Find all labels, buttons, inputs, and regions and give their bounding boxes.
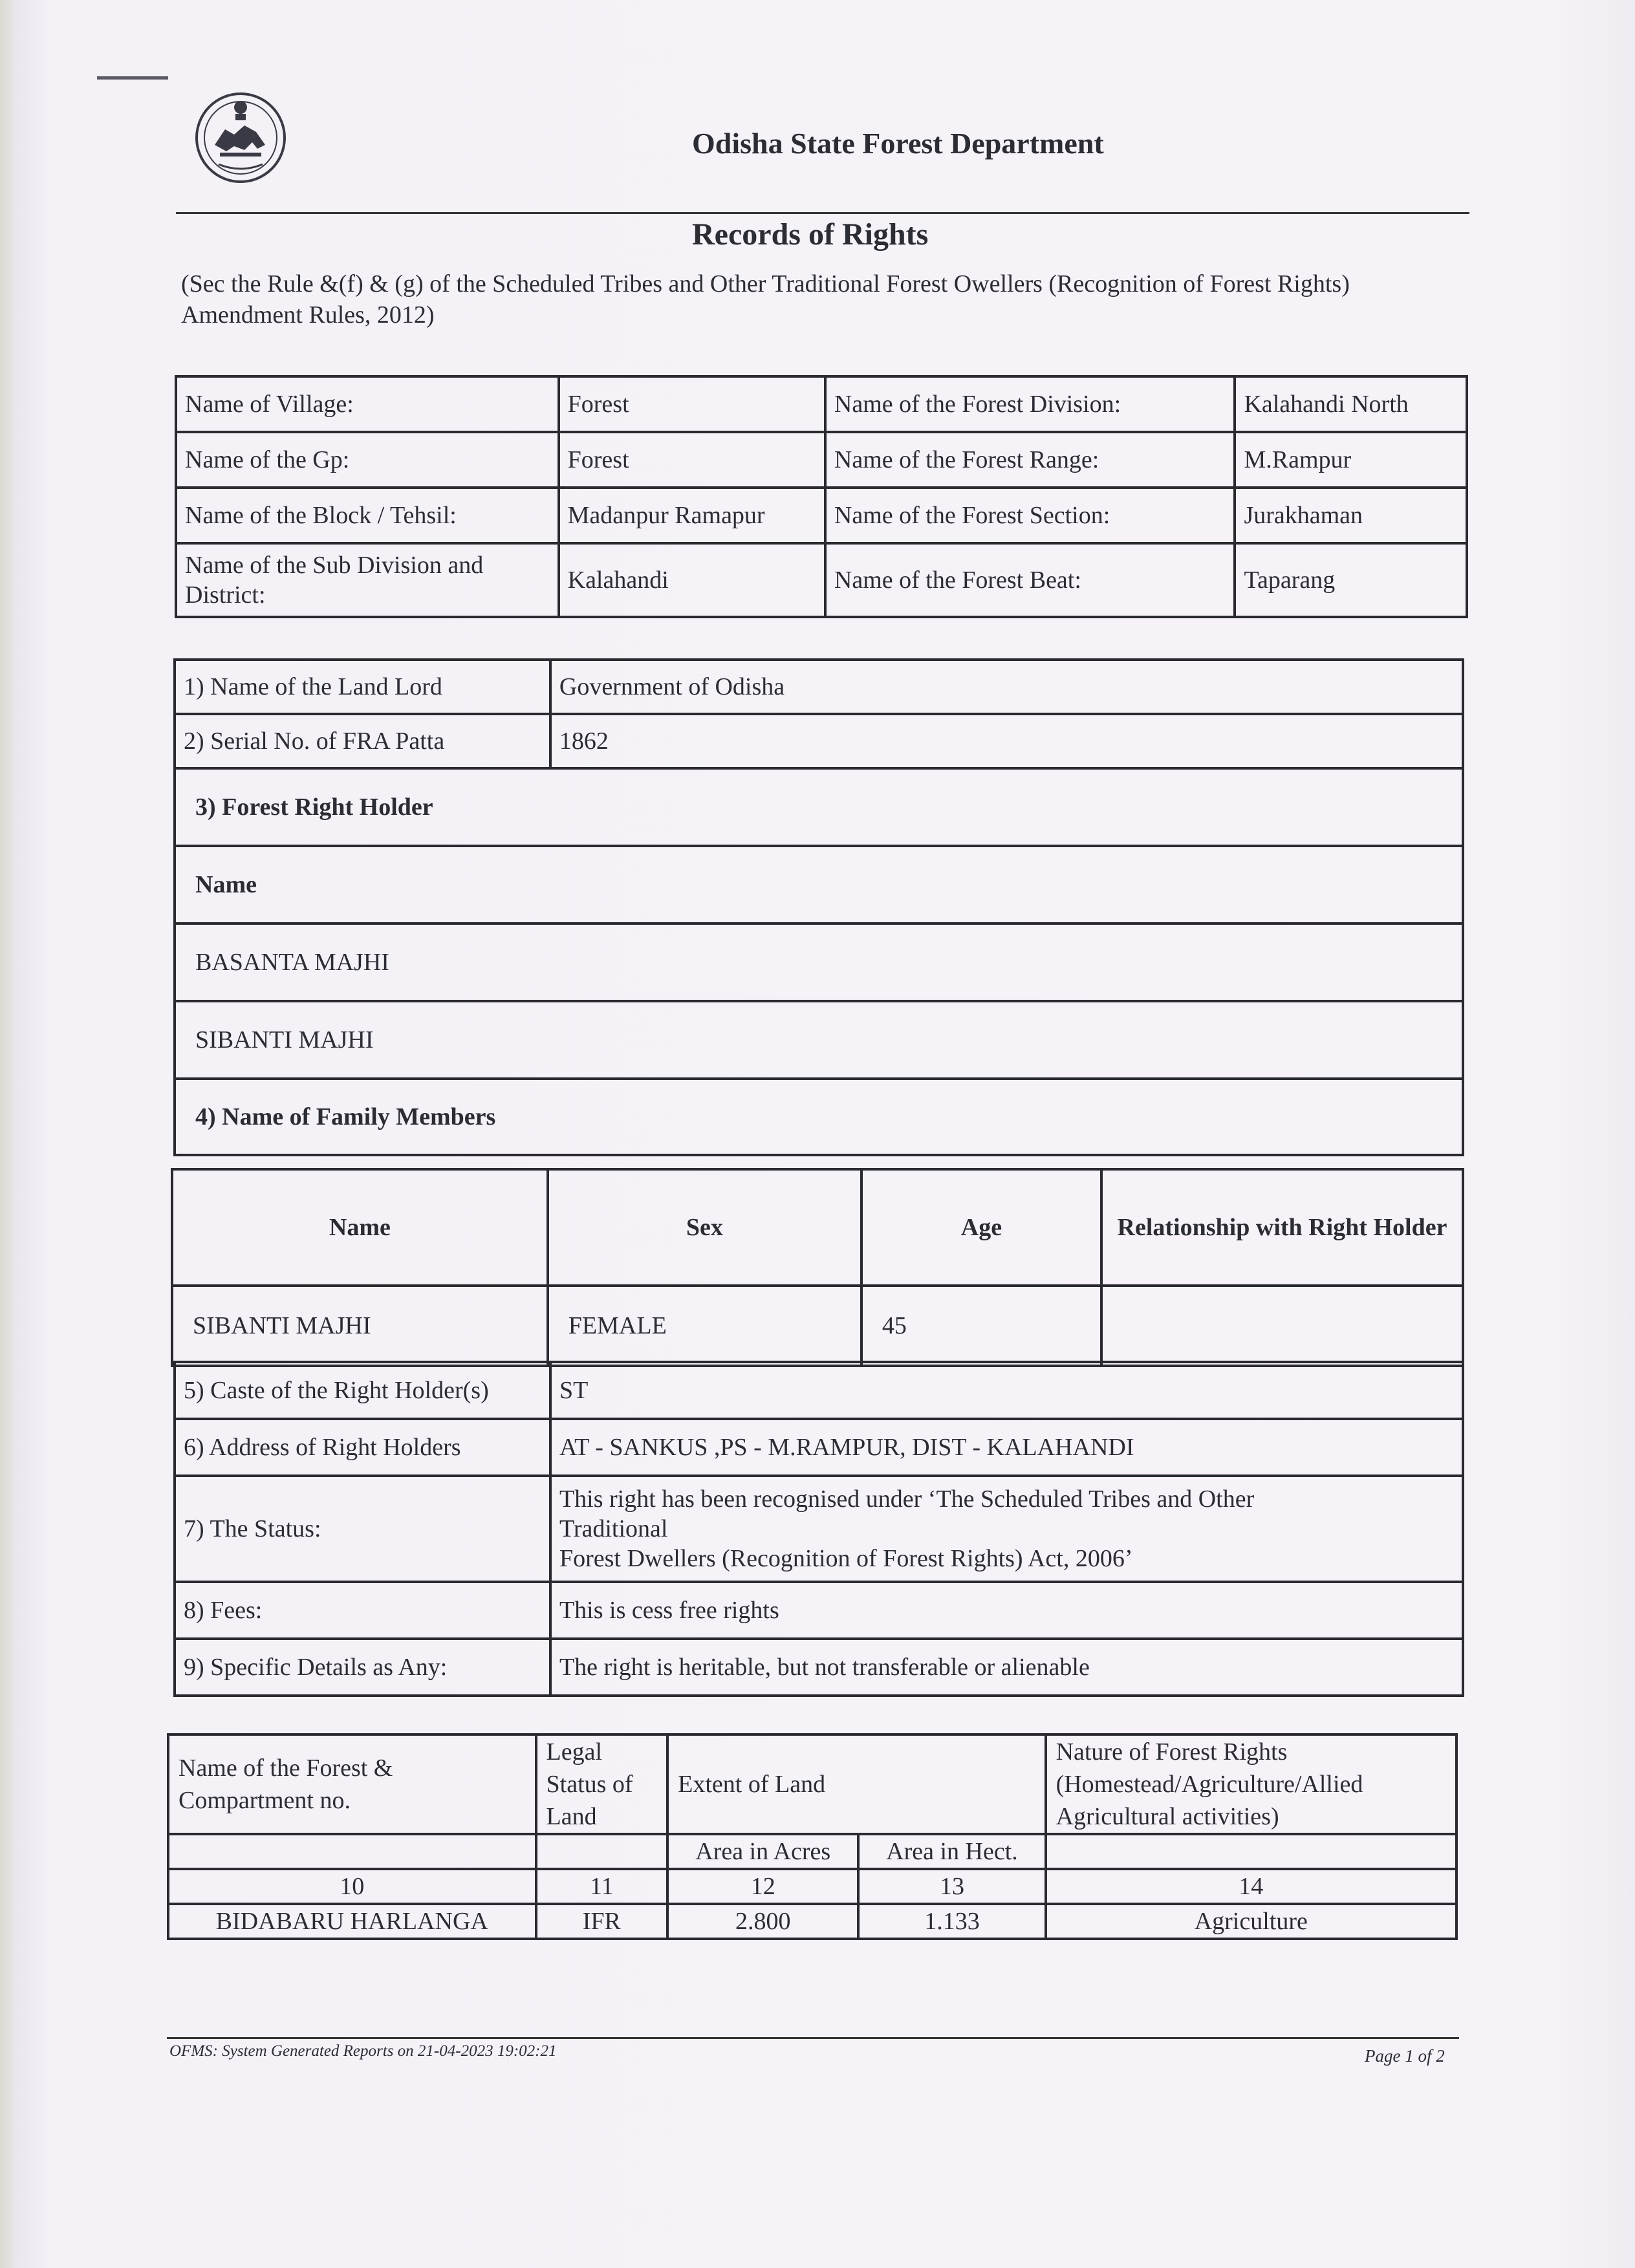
table-row xyxy=(168,1869,1456,1904)
area-hect: 1.133 xyxy=(858,1904,1045,1939)
table-row xyxy=(175,1582,1463,1639)
label-forest-beat: Name of the Forest Beat: xyxy=(825,543,1235,617)
table-row xyxy=(176,432,1467,488)
column-header-extent: Extent of Land xyxy=(667,1734,1045,1834)
label-land-lord: 1) Name of the Land Lord xyxy=(175,660,550,714)
header-divider xyxy=(176,212,1469,214)
label-village: Name of Village: xyxy=(176,376,559,432)
table-row xyxy=(172,1286,1463,1366)
value-patta-serial: 1862 xyxy=(550,714,1463,768)
value-land-lord: Government of Odisha xyxy=(550,660,1463,714)
footer-generated-text: OFMS: System Generated Reports on 21-04-2023 19:02:21 xyxy=(169,2042,557,2060)
table-row xyxy=(175,923,1463,1001)
table-row xyxy=(175,846,1463,923)
column-header-nature: Nature of Forest Rights (Homestead/Agriculture/Allied Agricultural activities) xyxy=(1046,1734,1456,1834)
table-row xyxy=(175,768,1463,846)
label-forest-range: Name of the Forest Range: xyxy=(825,432,1235,488)
label-status: 7) The Status: xyxy=(175,1476,550,1582)
value-caste: ST xyxy=(550,1362,1463,1419)
table-header-row xyxy=(168,1734,1456,1834)
column-header-relationship: Relationship with Right Holder xyxy=(1101,1169,1463,1286)
column-header-sex: Sex xyxy=(548,1169,861,1286)
column-header-age: Age xyxy=(861,1169,1101,1286)
label-caste: 5) Caste of the Right Holder(s) xyxy=(175,1362,550,1419)
status-line: Traditional xyxy=(559,1515,668,1542)
status-line: This right has been recognised under ‘The Scheduled Tribes and Other xyxy=(559,1485,1255,1513)
value-block-tehsil: Madanpur Ramapur xyxy=(559,488,825,543)
value-forest-division: Kalahandi North xyxy=(1235,376,1467,432)
department-title: Odisha State Forest Department xyxy=(692,127,1104,160)
table-row xyxy=(175,1362,1463,1419)
odisha-emblem-logo xyxy=(193,83,288,193)
area-acres: 2.800 xyxy=(667,1904,858,1939)
details-table xyxy=(173,1361,1464,1697)
forest-compartment: BIDABARU HARLANGA xyxy=(168,1904,536,1939)
value-address: AT - SANKUS ,PS - M.RAMPUR, DIST - KALAHANDI xyxy=(550,1419,1463,1476)
label-forest-division: Name of the Forest Division: xyxy=(825,376,1235,432)
footer-divider xyxy=(167,2037,1459,2039)
value-fees: This is cess free rights xyxy=(550,1582,1463,1639)
member-relationship xyxy=(1101,1286,1463,1366)
value-forest-beat: Taparang xyxy=(1235,543,1467,617)
footer-page-number: Page 1 of 2 xyxy=(1365,2046,1445,2066)
table-row xyxy=(175,1476,1463,1582)
holder-name: BASANTA MAJHI xyxy=(175,923,1463,1001)
column-header-forest-compartment: Name of the Forest & Compartment no. xyxy=(168,1734,536,1834)
table-row xyxy=(175,660,1463,714)
value-forest-section: Jurakhaman xyxy=(1235,488,1467,543)
nature-of-rights: Agriculture xyxy=(1046,1904,1456,1939)
label-forest-section: Name of the Forest Section: xyxy=(825,488,1235,543)
table-row xyxy=(176,488,1467,543)
empty-cell xyxy=(1046,1834,1456,1869)
label-patta-serial: 2) Serial No. of FRA Patta xyxy=(175,714,550,768)
member-name: SIBANTI MAJHI xyxy=(172,1286,548,1366)
label-specific-details: 9) Specific Details as Any: xyxy=(175,1639,550,1696)
status-line: Forest Dwellers (Recognition of Forest Rights) Act, 2006’ xyxy=(559,1545,1133,1572)
column-header-name: Name xyxy=(172,1169,548,1286)
table-row xyxy=(175,1079,1463,1155)
label-block-tehsil: Name of the Block / Tehsil: xyxy=(176,488,559,543)
column-header-legal-status: Legal Status of Land xyxy=(536,1734,668,1834)
column-header-area-hect: Area in Hect. xyxy=(858,1834,1045,1869)
table-row xyxy=(175,1001,1463,1079)
document-title: Records of Rights xyxy=(692,217,929,252)
member-age: 45 xyxy=(861,1286,1101,1366)
family-members-table xyxy=(171,1168,1464,1367)
member-sex: FEMALE xyxy=(548,1286,861,1366)
land-table xyxy=(167,1733,1458,1940)
empty-cell xyxy=(168,1834,536,1869)
column-number: 12 xyxy=(667,1869,858,1904)
column-header-area-acres: Area in Acres xyxy=(667,1834,858,1869)
legal-status: IFR xyxy=(536,1904,668,1939)
column-number: 14 xyxy=(1046,1869,1456,1904)
table-row xyxy=(175,714,1463,768)
label-sub-division: Name of the Sub Division and District: xyxy=(176,543,559,617)
column-heading-name: Name xyxy=(175,846,1463,923)
section-heading-right-holder: 3) Forest Right Holder xyxy=(175,768,1463,846)
holder-name: SIBANTI MAJHI xyxy=(175,1001,1463,1079)
label-address: 6) Address of Right Holders xyxy=(175,1419,550,1476)
section-heading-family: 4) Name of Family Members xyxy=(175,1079,1463,1155)
rule-reference: (Sec the Rule &(f) & (g) of the Scheduled Tribes and Other Traditional Forest Owellers (Recognition of Forest Rights) Amendment Rules, 2012) xyxy=(181,270,1350,329)
empty-cell xyxy=(536,1834,668,1869)
value-status xyxy=(550,1476,1463,1582)
column-number: 10 xyxy=(168,1869,536,1904)
value-gp: Forest xyxy=(559,432,825,488)
column-number: 11 xyxy=(536,1869,668,1904)
value-specific-details: The right is heritable, but not transferable or alienable xyxy=(550,1639,1463,1696)
value-village: Forest xyxy=(559,376,825,432)
value-forest-range: M.Rampur xyxy=(1235,432,1467,488)
label-gp: Name of the Gp: xyxy=(176,432,559,488)
column-number: 13 xyxy=(858,1869,1045,1904)
table-row xyxy=(176,376,1467,432)
location-table xyxy=(175,375,1468,618)
table-row xyxy=(168,1904,1456,1939)
rights-holder-table xyxy=(173,658,1464,1156)
margin-mark xyxy=(97,76,168,80)
label-fees: 8) Fees: xyxy=(175,1582,550,1639)
table-row xyxy=(176,543,1467,617)
table-subheader-row xyxy=(168,1834,1456,1869)
table-row xyxy=(175,1639,1463,1696)
value-sub-division: Kalahandi xyxy=(559,543,825,617)
table-row xyxy=(175,1419,1463,1476)
table-header-row xyxy=(172,1169,1463,1286)
